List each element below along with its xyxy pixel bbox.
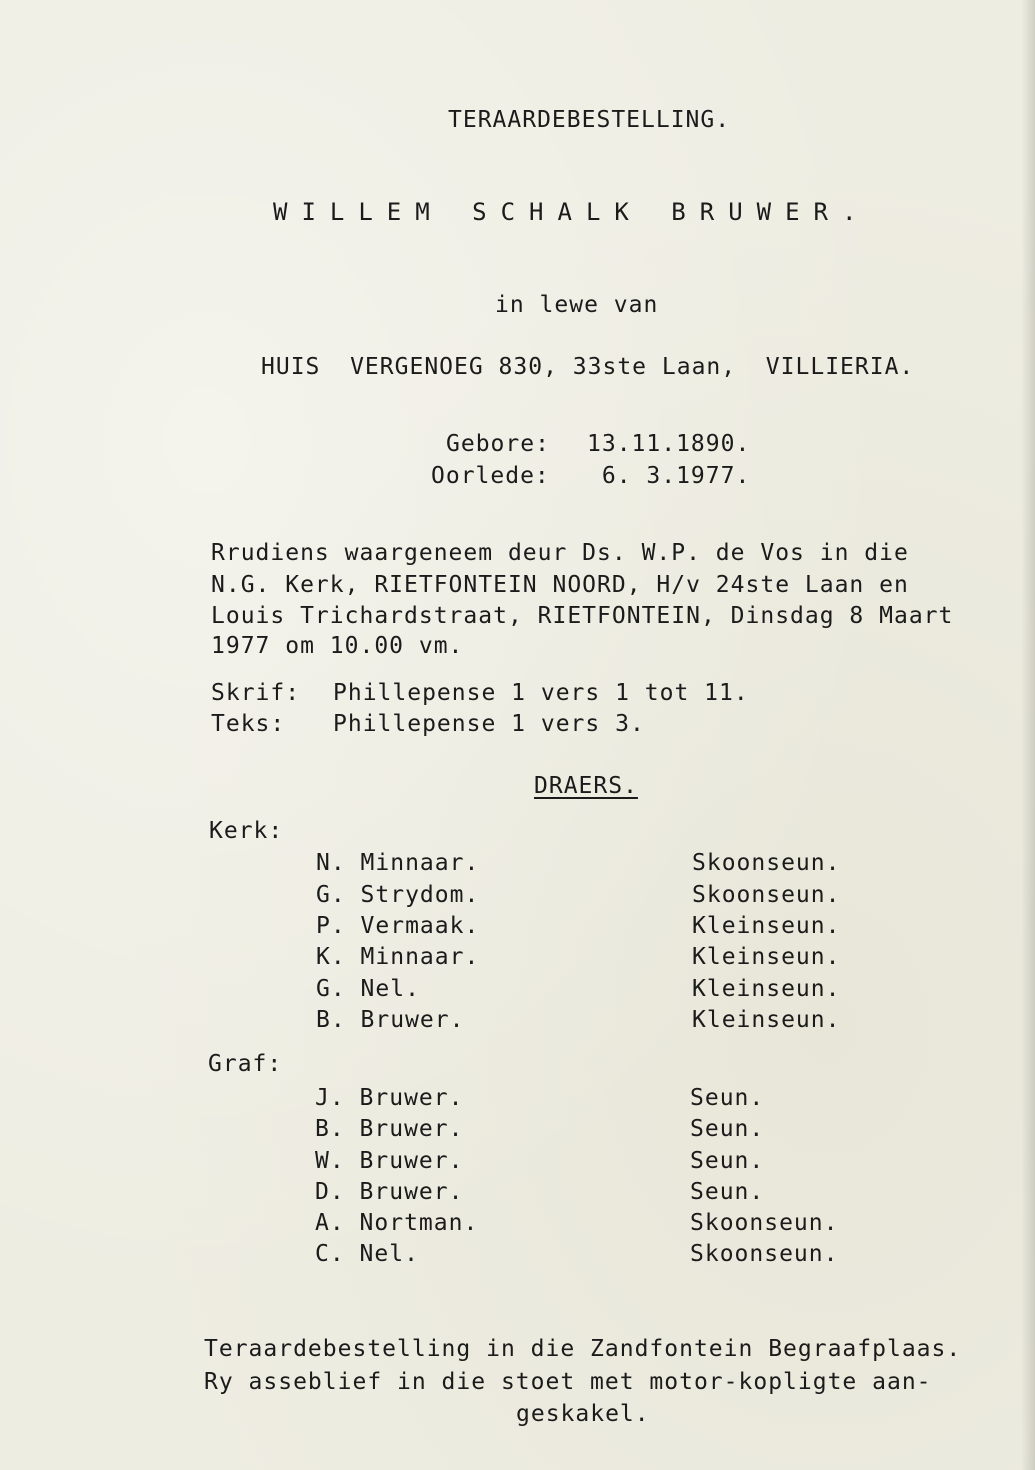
bearer-name: G. Strydom. [316, 882, 480, 908]
in-lewe-van-label: in lewe van [495, 292, 659, 318]
bearer-name: W. Bruwer. [315, 1148, 464, 1174]
bearer-relation: Kleinseun. [692, 944, 841, 970]
born-label: Gebore: [446, 431, 550, 457]
document-title: TERAARDEBESTELLING. [448, 107, 731, 133]
bearer-relation: Skoonseun. [692, 882, 841, 908]
service-line-2: N.G. Kerk, RIETFONTEIN NOORD, H/v 24ste Laan en [211, 572, 909, 598]
kerk-label: Kerk: [209, 818, 284, 844]
paper-edge-shadow [1021, 0, 1035, 1470]
footer-line-3: geskakel. [516, 1401, 650, 1427]
died-value: 6. 3.1977. [587, 463, 751, 489]
bearer-relation: Skoonseun. [692, 850, 841, 876]
service-line-4: 1977 om 10.00 vm. [211, 633, 464, 659]
born-value: 13.11.1890. [587, 431, 751, 457]
bearer-relation: Seun. [690, 1116, 765, 1142]
bearer-relation: Seun. [690, 1179, 765, 1205]
bearer-name: J. Bruwer. [315, 1085, 464, 1111]
bearer-relation: Skoonseun. [690, 1210, 839, 1236]
bearer-name: B. Bruwer. [316, 1007, 465, 1033]
teks-label: Teks: [211, 711, 286, 737]
skrif-value: Phillepense 1 vers 1 tot 11. [333, 680, 749, 706]
bearer-name: B. Bruwer. [315, 1116, 464, 1142]
bearer-name: A. Nortman. [315, 1210, 479, 1236]
bearer-relation: Kleinseun. [692, 976, 841, 1002]
teks-value: Phillepense 1 vers 3. [333, 711, 645, 737]
bearer-relation: Seun. [690, 1085, 765, 1111]
draers-heading: DRAERS. [534, 773, 638, 799]
footer-line-1: Teraardebestelling in die Zandfontein Begraafplaas. [204, 1336, 962, 1362]
skrif-label: Skrif: [211, 680, 301, 706]
deceased-name: WILLEM SCHALK BRUWER. [273, 198, 871, 226]
bearer-relation: Skoonseun. [690, 1241, 839, 1267]
died-label: Oorlede: [431, 463, 550, 489]
bearer-name: C. Nel. [315, 1241, 419, 1267]
service-line-3: Louis Trichardstraat, RIETFONTEIN, Dinsdag 8 Maart [211, 603, 954, 629]
bearer-name: K. Minnaar. [316, 944, 480, 970]
graf-label: Graf: [208, 1051, 283, 1077]
bearer-relation: Kleinseun. [692, 913, 841, 939]
footer-line-2: Ry asseblief in die stoet met motor-kopligte aan- [204, 1369, 932, 1395]
bearer-name: N. Minnaar. [316, 850, 480, 876]
bearer-name: G. Nel. [316, 976, 420, 1002]
bearer-relation: Kleinseun. [692, 1007, 841, 1033]
bearer-relation: Seun. [690, 1148, 765, 1174]
bearer-name: P. Vermaak. [316, 913, 480, 939]
bearer-name: D. Bruwer. [315, 1179, 464, 1205]
service-line-1: Rrudiens waargeneem deur Ds. W.P. de Vos in die [211, 540, 909, 566]
address-line: HUIS VERGENOEG 830, 33ste Laan, VILLIERIA. [261, 354, 915, 380]
